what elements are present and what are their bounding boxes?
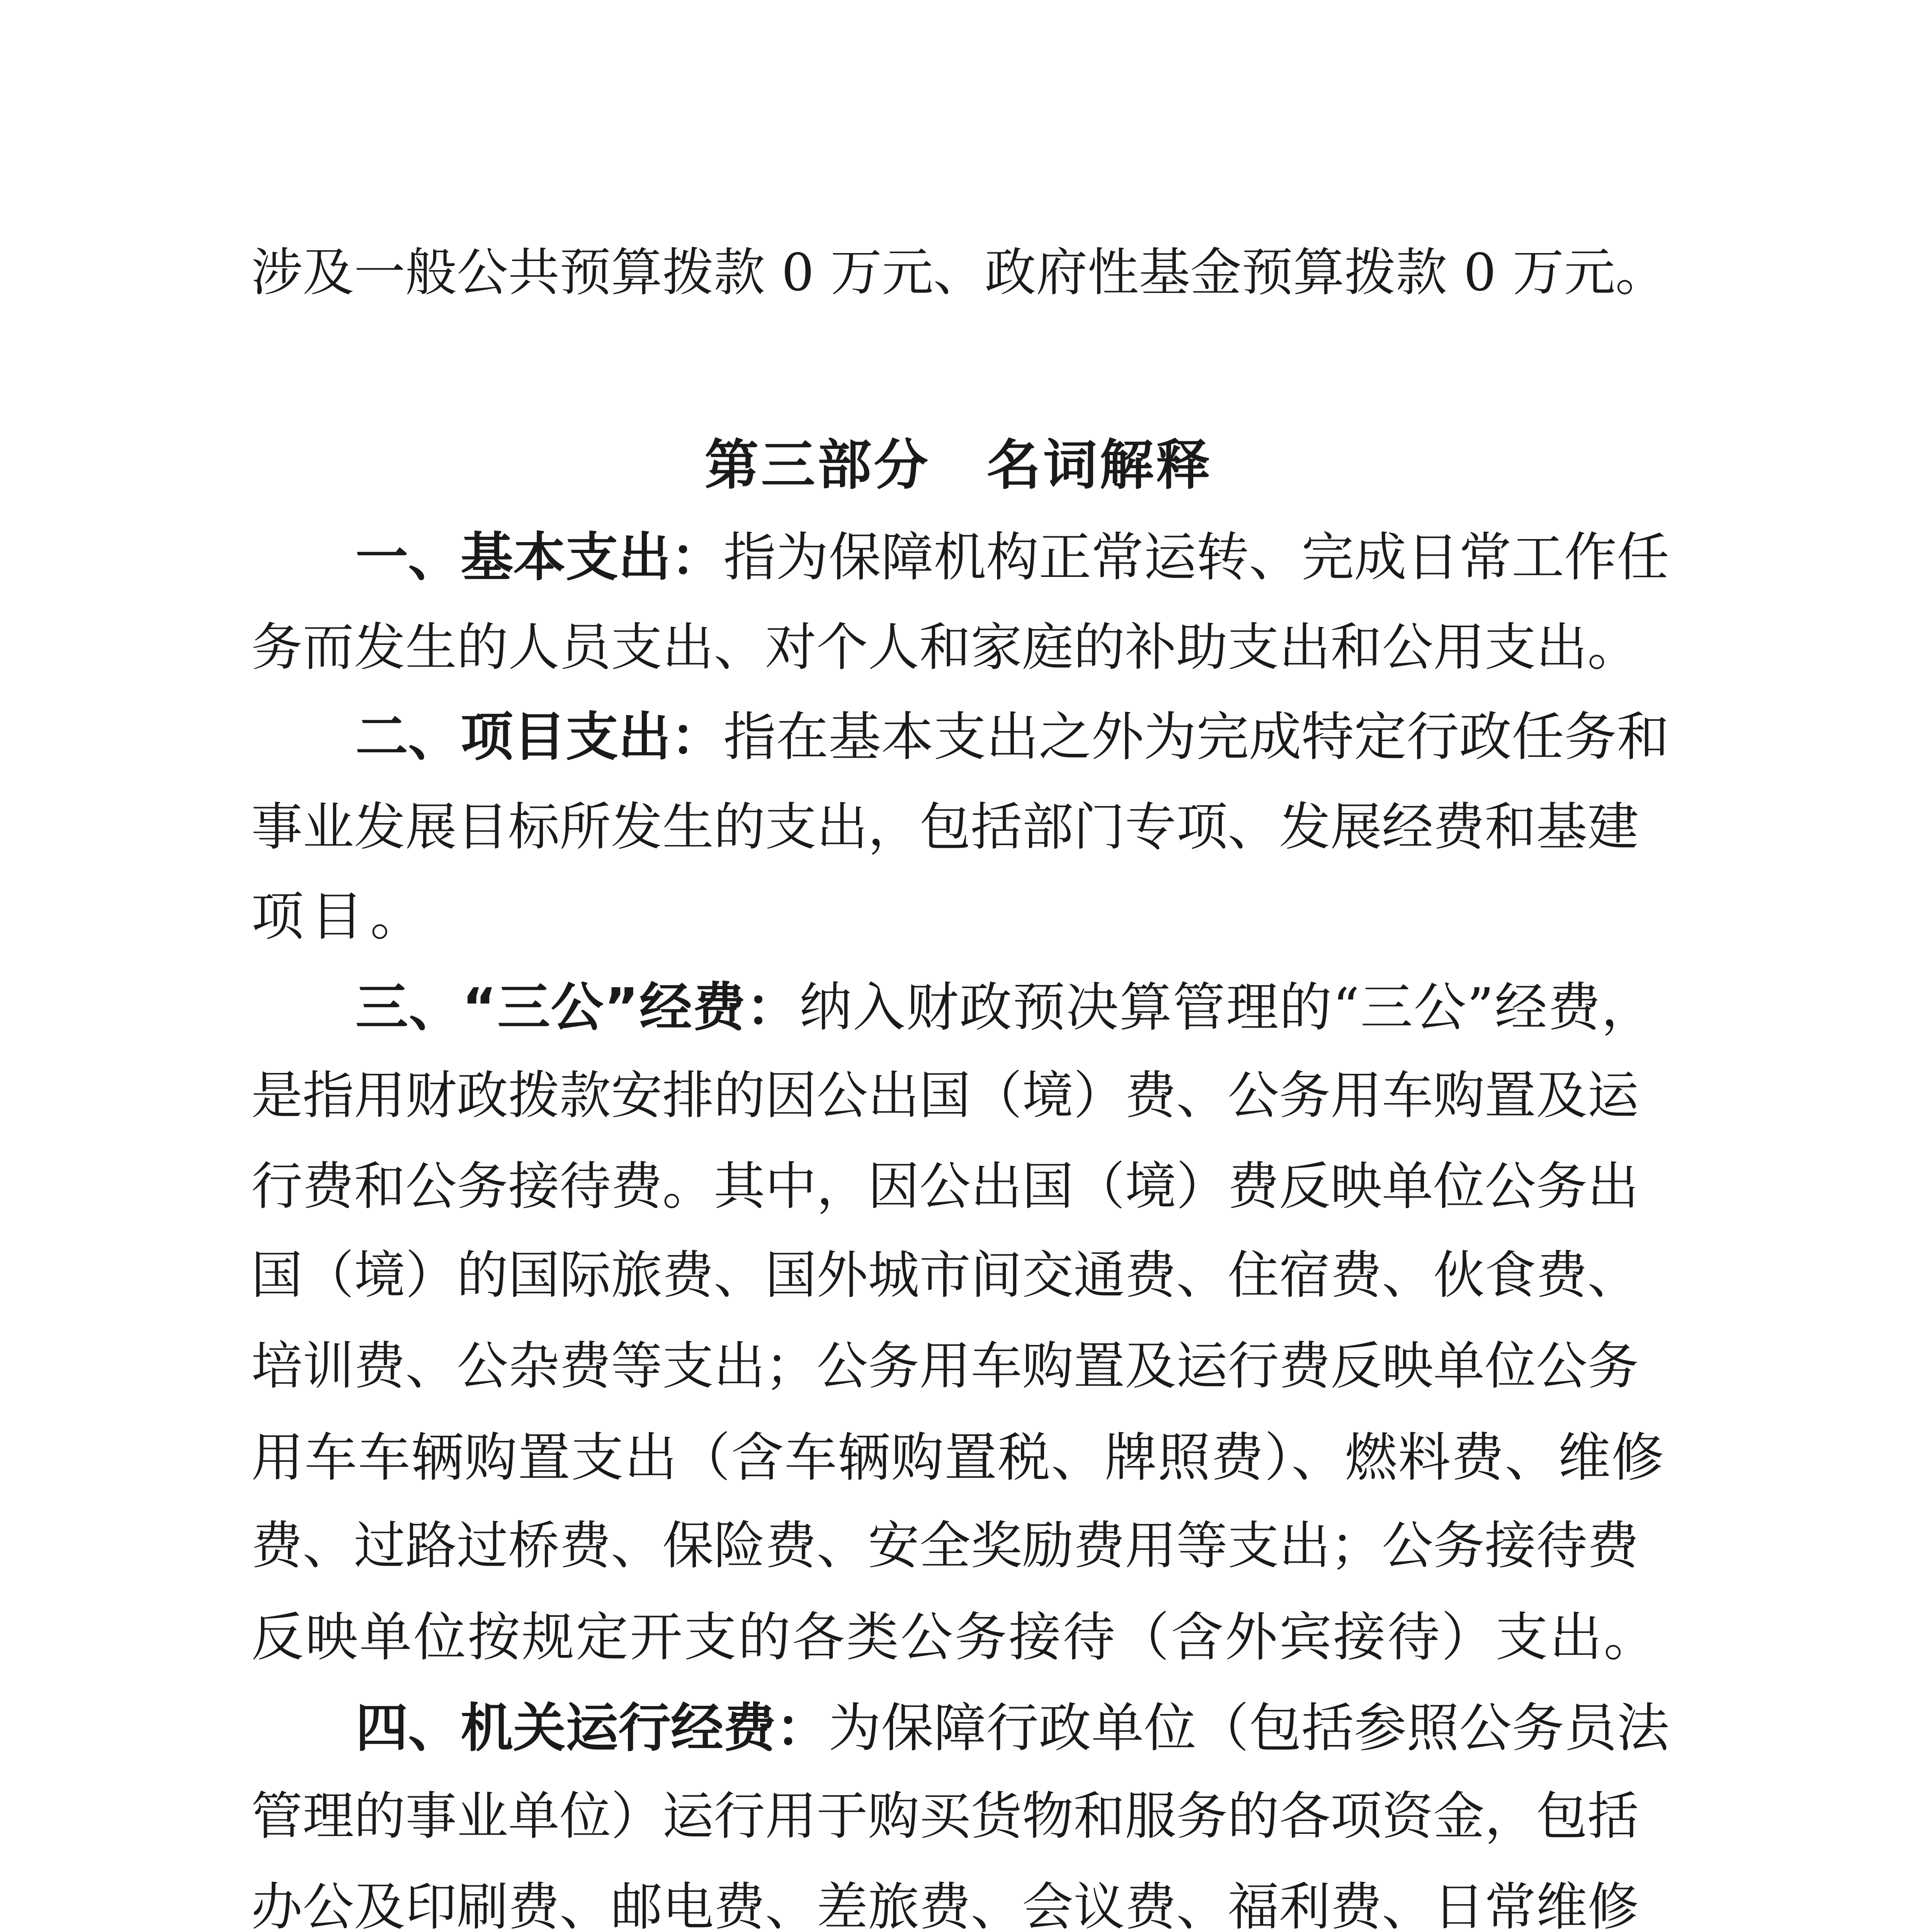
paragraph-line: 管理的事业单位）运行用于购买货物和服务的各项资金，包括 <box>251 1787 1639 1846</box>
term-item-basic-expenditure <box>356 527 1669 588</box>
section-title: 第三部分 名词解释 <box>704 434 1213 497</box>
term-text: 指在基本支出之外为完成特定行政任务和 <box>723 707 1669 768</box>
paragraph-line: 事业发展目标所发生的支出，包括部门专项、发展经费和基建 <box>251 798 1639 857</box>
term-text: 指为保障机构正常运转、完成日常工作任 <box>723 527 1669 588</box>
paragraph-line: 项目。 <box>251 886 430 947</box>
paragraph-line: 培训费、公杂费等支出；公务用车购置及运行费反映单位公务 <box>251 1337 1639 1396</box>
term-item-three-public-funds <box>356 977 1655 1038</box>
paragraph-line: 反映单位按规定开支的各类公务接待（含外宾接待）支出。 <box>251 1607 1658 1668</box>
term-lead: 一、基本支出： <box>356 527 723 588</box>
paragraph-line: 用车车辆购置支出（含车辆购置税、牌照费）、燃料费、维修 <box>251 1427 1665 1488</box>
paragraph-line: 行费和公务接待费。其中，因公出国（境）费反映单位公务出 <box>251 1157 1639 1216</box>
term-lead: 四、机关运行经费： <box>356 1698 828 1759</box>
paragraph-line: 费、过路过桥费、保险费、安全奖励费用等支出；公务接待费 <box>251 1516 1639 1576</box>
paragraph-line: 是指用财政拨款安排的因公出国（境）费、公务用车购置及运 <box>251 1066 1639 1126</box>
paragraph-line: 务而发生的人员支出、对个人和家庭的补助支出和公用支出。 <box>251 618 1639 677</box>
paragraph-line: 国（境）的国际旅费、国外城市间交通费、住宿费、伙食费、 <box>251 1246 1639 1305</box>
paragraph-line: 涉及一般公共预算拨款 0 万元、政府性基金预算拨款 0 万元。 <box>251 243 1667 303</box>
term-text: 纳入财政预决算管理的“三公”经费， <box>799 977 1655 1038</box>
term-item-operating-funds <box>356 1698 1669 1759</box>
term-text: 为保障行政单位（包括参照公务员法 <box>828 1698 1669 1759</box>
term-lead: 二、项目支出： <box>356 707 723 768</box>
term-item-project-expenditure <box>356 707 1669 768</box>
paragraph-line: 办公及印刷费、邮电费、差旅费、会议费、福利费、日常维修 <box>251 1878 1639 1932</box>
term-lead: 三、“三公”经费： <box>356 977 799 1038</box>
